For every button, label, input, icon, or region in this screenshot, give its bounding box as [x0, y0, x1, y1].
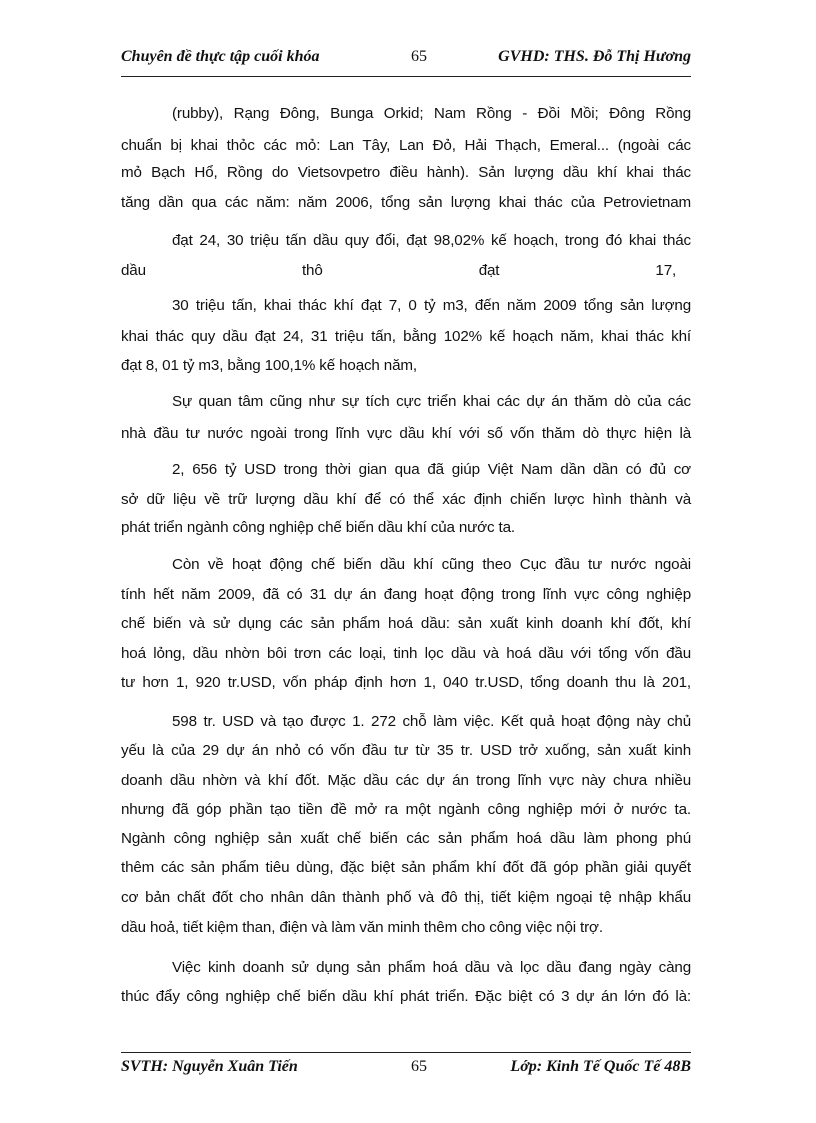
text-line: đạt 8, 01 tỷ m3, bằng 100,1% kế hoạch năm,	[121, 357, 417, 374]
text-line: (rubby), Rạng Đông, Bunga Orkid; Nam Rồng - Đồi Mồi; Đông Rồng	[172, 105, 691, 122]
text-line: Sự quan tâm cũng như sự tích cực triển khai các dự án thăm dò của các	[172, 393, 691, 410]
header-advisor: GVHD: THS. Đỗ Thị Hương	[498, 48, 691, 65]
text-line: mỏ Bạch Hổ, Rồng do Vietsovpetro điều hành). Sản lượng dầu khí khai thác	[121, 164, 691, 181]
text-line: 2, 656 tỷ USD trong thời gian qua đã giúp Việt Nam dần dần có đủ cơ	[172, 461, 691, 478]
text-line: sở dữ liệu về trữ lượng dầu khí để có thể xác định chiến lược hình thành và	[121, 491, 691, 508]
text-line: thêm các sản phẩm tiêu dùng, đặc biệt sản phẩm khí đốt đã góp phần giải quyết	[121, 859, 691, 876]
text-line: phát triển ngành công nghiệp chế biến dầu khí của nước ta.	[121, 519, 515, 536]
header-title: Chuyên đề thực tập cuối khóa	[121, 48, 320, 65]
text-line: nhưng đã góp phần tạo tiền đề mở ra một ngành công nghiệp mới ở nước ta.	[121, 801, 691, 818]
text-line: doanh dầu nhờn và khí đốt. Mặc dầu các dự án trong lĩnh vực này chưa nhiều	[121, 772, 691, 789]
footer-rule	[121, 1052, 691, 1053]
text-line: cơ bản chất đốt cho nhân dân thành phố và đô thị, tiết kiệm ngoại tệ nhập khẩu	[121, 889, 691, 906]
text-line: tính hết năm 2009, đã có 31 dự án đang hoạt động trong lĩnh vực công nghiệp	[121, 586, 691, 603]
footer-class: Lớp: Kinh Tế Quốc Tế 48B	[510, 1058, 691, 1075]
text-line: chuẩn bị khai thỏc các mỏ: Lan Tây, Lan Đỏ, Hải Thạch, Emeral... (ngoài các	[121, 137, 691, 154]
text-line: 30 triệu tấn, khai thác khí đạt 7, 0 tỷ m3, đến năm 2009 tổng sản lượng	[172, 297, 691, 314]
text-line: dầu thô đạt 17,	[121, 262, 677, 279]
text-line: Việc kinh doanh sử dụng sản phẩm hoá dầu và lọc dầu đang ngày càng	[172, 959, 691, 976]
footer-page-number: 65	[411, 1058, 427, 1075]
text-line: dầu hoả, tiết kiệm than, điện và làm văn minh thêm cho công việc nội trợ.	[121, 919, 603, 936]
text-line: đạt 24, 30 triệu tấn dầu quy đổi, đạt 98,02% kế hoạch, trong đó khai thác	[172, 232, 691, 249]
text-line: chế biến và sử dụng các sản phẩm hoá dầu: sản xuất kinh doanh khí đốt, khí	[121, 615, 691, 632]
text-line: hoá lỏng, dầu nhờn bôi trơn các loại, tinh lọc dầu và hoá dầu với tổng vốn đầu	[121, 645, 691, 662]
header-rule	[121, 76, 691, 77]
text-line: 598 tr. USD và tạo được 1. 272 chỗ làm việc. Kết quả hoạt động này chủ	[172, 713, 691, 730]
text-line: Còn về hoạt động chế biến dầu khí cũng theo Cục đầu tư nước ngoài	[172, 556, 691, 573]
footer-student: SVTH: Nguyễn Xuân Tiến	[121, 1058, 298, 1075]
page-footer	[121, 1058, 691, 1080]
text-line: tăng dần qua các năm: năm 2006, tổng sản lượng khai thác của Petrovietnam	[121, 194, 691, 211]
text-line: nhà đầu tư nước ngoài trong lĩnh vực dầu khí với số vốn thăm dò thực hiện là	[121, 425, 691, 442]
text-line: khai thác quy dầu đạt 24, 31 triệu tấn, bằng 102% kế hoạch năm, khai thác khí	[121, 328, 691, 345]
header-page-number: 65	[411, 48, 427, 65]
page-header	[121, 48, 691, 70]
text-line: thúc đẩy công nghiệp chế biến dầu khí phát triển. Đặc biệt có 3 dự án lớn đó là:	[121, 988, 691, 1005]
text-line: tư hơn 1, 920 tr.USD, vốn pháp định hơn 1, 040 tr.USD, tổng doanh thu là 201,	[121, 674, 691, 691]
text-line: yếu là của 29 dự án nhỏ có vốn đầu tư từ 35 tr. USD trở xuống, sản xuất kinh	[121, 742, 691, 759]
text-line: Ngành công nghiệp sản xuất chế biến các sản phẩm hoá dầu làm phong phú	[121, 830, 691, 847]
